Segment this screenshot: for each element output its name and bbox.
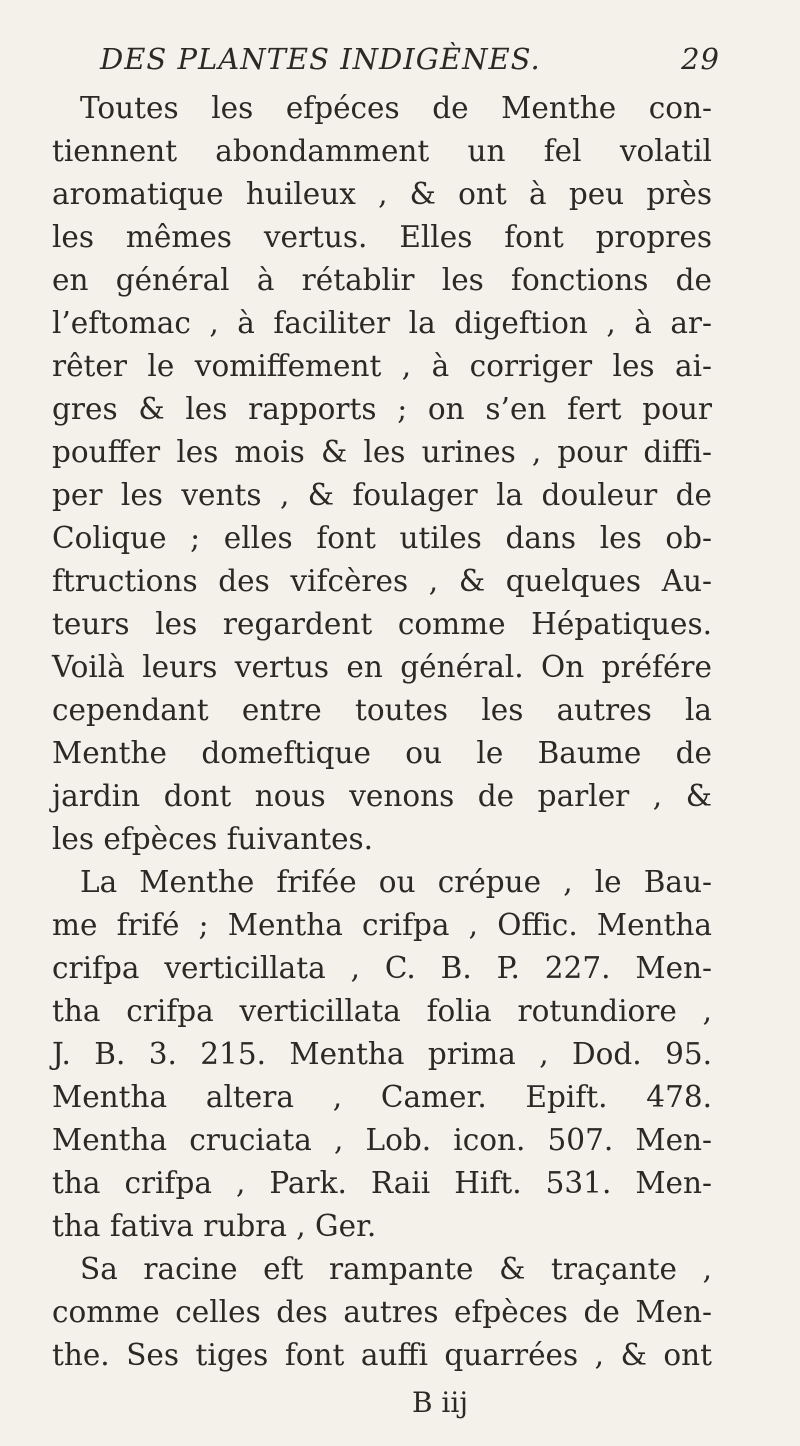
- text-line: aromatique huileux , & ont à peu près: [52, 177, 712, 211]
- text-line: Voilà leurs vertus en général. On préfére: [52, 650, 712, 684]
- text-line: jardin dont nous venons de parler , &: [52, 779, 712, 813]
- text-line: les mêmes vertus. Elles font propres: [52, 220, 712, 254]
- text-line: tha crifpa verticillata folia rotundiore ,: [52, 994, 712, 1028]
- text-line: comme celles des autres efpèces de Men-: [52, 1295, 712, 1329]
- text-line: cependant entre toutes les autres la: [52, 693, 712, 727]
- text-line: ftructions des vifcères , & quelques Au-: [52, 564, 712, 598]
- text-line: per les vents , & foulager la douleur de: [52, 478, 712, 512]
- text-line: me frifé ; Mentha crifpa , Offic. Mentha: [52, 908, 712, 942]
- text-line: La Menthe frifée ou crépue , le Bau-: [80, 865, 712, 899]
- text-line: the. Ses tiges font auffi quarrées , & ont: [52, 1338, 712, 1372]
- text-line: crifpa verticillata , C. B. P. 227. Men-: [52, 951, 712, 985]
- running-header: [100, 42, 720, 82]
- text-line: Menthe domeftique ou le Baume de: [52, 736, 712, 770]
- text-line: tiennent abondamment un fel volatil: [52, 134, 712, 168]
- text-line: Sa racine eft rampante & traçante ,: [80, 1252, 712, 1286]
- text-line: gres & les rapports ; on s’en fert pour: [52, 392, 712, 426]
- text-line: teurs les regardent comme Hépatiques.: [52, 607, 712, 641]
- text-line: Toutes les efpéces de Menthe con-: [80, 91, 712, 125]
- text-line: les efpèces fuivantes.: [52, 822, 374, 856]
- running-title: DES PLANTES INDIGÈNES.: [100, 42, 541, 76]
- signature-mark: B iij: [411, 1386, 469, 1419]
- text-line: Colique ; elles font utiles dans les ob-: [52, 521, 712, 555]
- page-number: 29: [681, 42, 720, 76]
- text-line: rêter le vomiffement , à corriger les ai-: [52, 349, 712, 383]
- text-line: Mentha cruciata , Lob. icon. 507. Men-: [52, 1123, 712, 1157]
- body-text: [52, 87, 712, 1377]
- text-line: tha fativa rubra , Ger.: [52, 1209, 377, 1243]
- text-line: J. B. 3. 215. Mentha prima , Dod. 95.: [52, 1037, 712, 1071]
- text-line: pouffer les mois & les urines , pour diffi-: [52, 435, 712, 469]
- text-line: l’eftomac , à faciliter la digeftion , à ar-: [52, 306, 712, 340]
- text-line: en général à rétablir les fonctions de: [52, 263, 712, 297]
- text-line: tha crifpa , Park. Raii Hift. 531. Men-: [52, 1166, 712, 1200]
- text-line: Mentha altera , Camer. Epift. 478.: [52, 1080, 712, 1114]
